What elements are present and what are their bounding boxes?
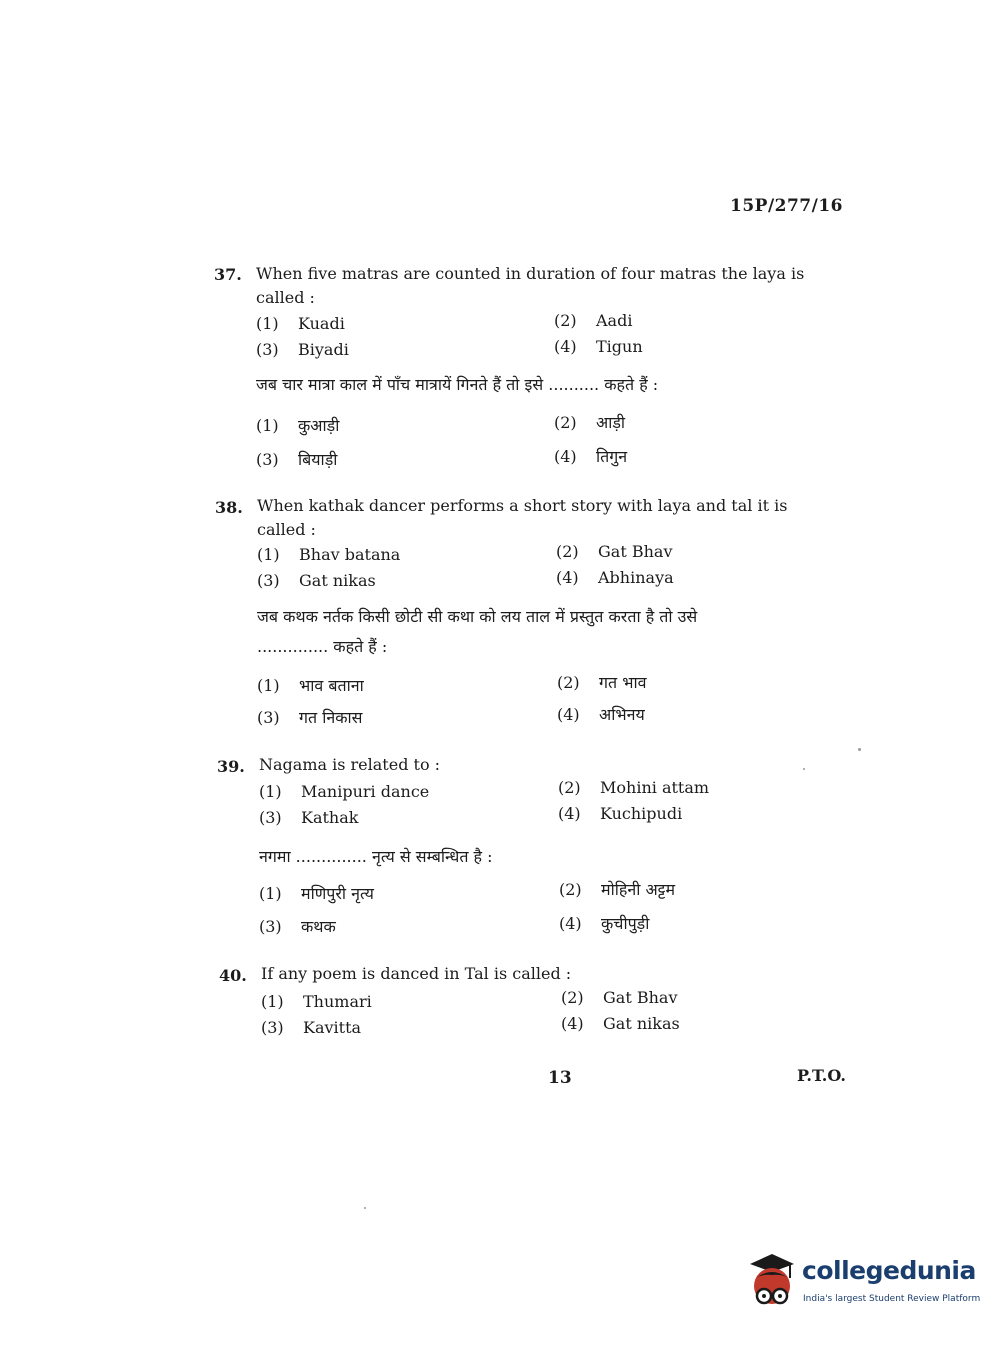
scan-speck xyxy=(364,1207,366,1209)
question-text-line: Nagama is related to : xyxy=(259,755,441,774)
hindi-option-1: (1) कुआड़ी xyxy=(256,416,340,435)
hindi-option-4: (4) अभिनय xyxy=(557,705,645,724)
question-number: 37. xyxy=(214,265,242,284)
paper-code: 15P/277/16 xyxy=(730,196,844,216)
hindi-option-4: (4) कुचीपुड़ी xyxy=(559,914,650,933)
hindi-option-1: (1) मणिपुरी नृत्य xyxy=(259,884,374,903)
brand-tagline: India's largest Student Review Platform xyxy=(803,1294,981,1304)
question-number: 40. xyxy=(219,966,247,985)
option-2: (2) Aadi xyxy=(554,311,633,330)
option-2: (2) Gat Bhav xyxy=(556,542,673,561)
hindi-option-3: (3) गत निकास xyxy=(257,708,363,727)
option-4: (4) Abhinaya xyxy=(556,568,674,587)
brand-name: collegedunia xyxy=(802,1256,976,1285)
option-4: (4) Kuchipudi xyxy=(558,804,683,823)
option-3: (3) Kathak xyxy=(259,808,359,827)
option-2: (2) Mohini attam xyxy=(558,778,710,797)
hindi-option-2: (2) गत भाव xyxy=(557,673,647,692)
option-2: (2) Gat Bhav xyxy=(561,988,678,1007)
question-text-line: If any poem is danced in Tal is called : xyxy=(261,964,572,983)
hindi-option-4: (4) तिगुन xyxy=(554,447,628,466)
hindi-option-2: (2) मोहिनी अट्टम xyxy=(559,880,676,899)
question-text-line: When five matras are counted in duration of four matras the laya is xyxy=(256,264,805,283)
question-number: 38. xyxy=(215,498,243,517)
question-text-line: When kathak dancer performs a short story with laya and tal it is xyxy=(257,496,788,515)
hindi-option-1: (1) भाव बताना xyxy=(257,676,364,695)
question-text-line: called : xyxy=(257,520,316,539)
question-text-line: called : xyxy=(256,288,315,307)
hindi-question-text: .............. कहते हैं : xyxy=(257,637,388,656)
hindi-question-text: जब कथक नर्तक किसी छोटी सी कथा को लय ताल में प्रस्तुत करता है तो उसे xyxy=(257,607,698,626)
option-1: (1) Bhav batana xyxy=(257,545,401,564)
option-1: (1) Kuadi xyxy=(256,314,345,333)
scan-speck xyxy=(858,748,861,751)
option-3: (3) Gat nikas xyxy=(257,571,376,590)
option-3: (3) Kavitta xyxy=(261,1018,362,1037)
option-4: (4) Gat nikas xyxy=(561,1014,680,1033)
option-1: (1) Manipuri dance xyxy=(259,782,430,801)
hindi-option-3: (3) बियाड़ी xyxy=(256,450,338,469)
hindi-option-3: (3) कथक xyxy=(259,917,336,936)
collegedunia-watermark xyxy=(742,1250,981,1320)
hindi-question-text: नगमा .............. नृत्य से सम्बन्धित है : xyxy=(259,847,493,866)
option-3: (3) Biyadi xyxy=(256,340,349,359)
option-1: (1) Thumari xyxy=(261,992,372,1011)
mascot-logo-icon xyxy=(742,1252,802,1314)
pto-label: P.T.O. xyxy=(797,1066,846,1085)
hindi-question-text: जब चार मात्रा काल में पाँच मात्रायें गिनते हैं तो इसे .......... कहते हैं : xyxy=(256,375,659,394)
option-4: (4) Tigun xyxy=(554,337,643,356)
scan-speck xyxy=(803,768,805,770)
question-number: 39. xyxy=(217,757,245,776)
hindi-option-2: (2) आड़ी xyxy=(554,413,626,432)
page-number: 13 xyxy=(548,1068,572,1088)
